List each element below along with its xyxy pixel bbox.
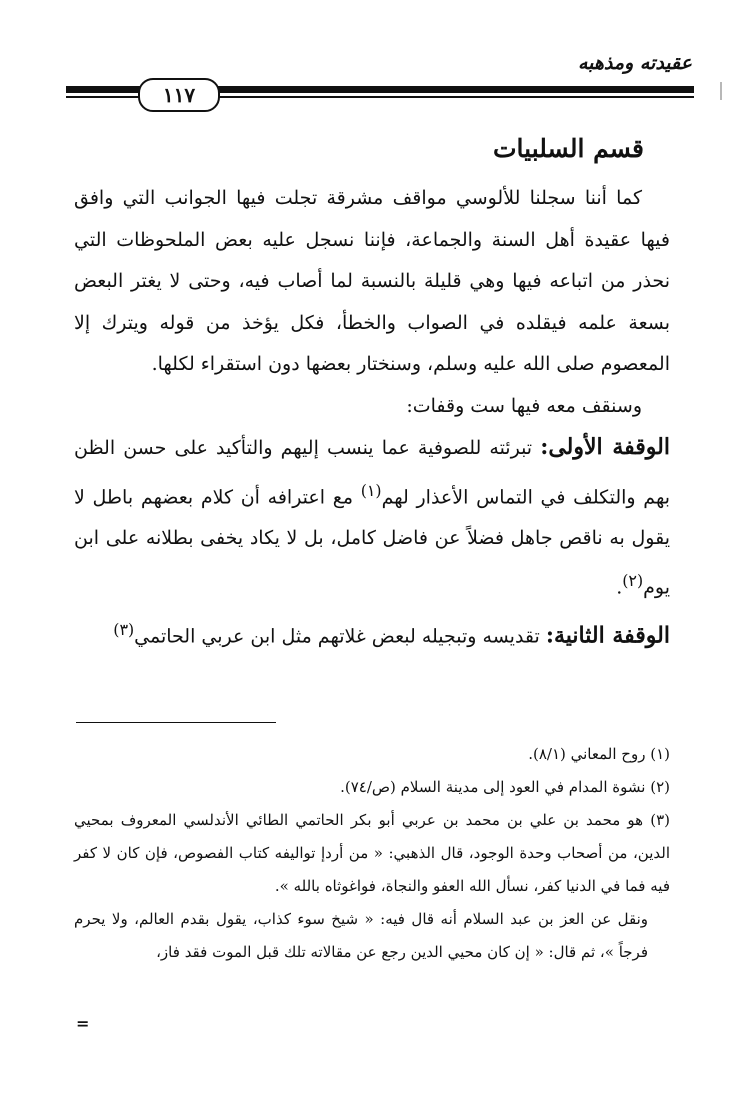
first-stop-text-a: تبرئته للصوفية عما ينسب إليهم والتأكيد على حسن الظن بهم والتكلف في التماس الأعذار لهم — [74, 437, 670, 508]
footnote-continuation-mark: = — [76, 1014, 90, 1033]
footnote-3: (٣) هو محمد بن علي بن محمد بن عربي أبو بكر الحاتمي الطائي الأندلسي المعروف بمحيي الدين، من أصحاب وحدة الوجود، قال الذهبي: « من أردإ تواليفه كتاب الفصوص، فإن كان لا كفر فيه فما في الدنيا كفر، نسأل الله العفو والنجاة، فواغوثاه بالله ». — [74, 811, 670, 895]
paragraph-intro: كما أننا سجلنا للألوسي مواقف مشرقة تجلت فيها الجوانب التي وافق فيها عقيدة أهل السنة والجماعة، فإننا نسجل عليه بعض الملحوظات التي نحذر من اتباعه فيها وهي قليلة بالنسبة لما أصاب فيه، وحتى لا يغتر البعض بسعة علمه فيقلده في الصواب والخطأ، فكل يؤخذ من قوله ويترك إلا المعصوم صلى الله عليه وسلم، وسنختار بعضها دون استقراء لكلها. — [74, 187, 670, 375]
second-stop-heading: الوقفة الثانية: — [545, 621, 670, 648]
footnote-ref-1: (١) — [360, 480, 382, 500]
footnote-ref-2: (٢) — [622, 570, 644, 590]
paragraph-stops-intro: وسنقف معه فيها ست وقفات: — [406, 394, 642, 417]
footnotes — [74, 738, 670, 969]
first-stop-heading: الوقفة الأولى: — [540, 434, 670, 460]
footnote-2: (٢) نشوة المدام في العود إلى مدينة السلام (ص/٧٤). — [340, 778, 670, 796]
section-title: قسم السلبيات — [493, 134, 644, 163]
paragraph-second-stop — [74, 609, 670, 658]
first-stop-end: . — [616, 576, 623, 599]
footnote-1: (١) روح المعاني (٨/١). — [528, 745, 670, 763]
footnote-3-continued: ونقل عن العز بن عبد السلام أنه قال فيه: « شيخ سوء كذاب، يقول بقدم العالم، ولا يحرم فرجاً »، ثم قال: « إن كان محيي الدين رجع عن مقالاته تلك قبل الموت فقد فاز، — [74, 910, 648, 961]
first-stop-text-b: مع اعترافه أن كلام بعضهم باطل لا يقول به ناقص جاهل فضلاً عن فاضل كامل، بل لا يكاد يخفى بطلانه على ابن يوم — [74, 485, 670, 599]
body-text — [74, 178, 670, 657]
page-number: ١١٧ — [138, 78, 220, 112]
footnote-ref-3: (٣) — [113, 619, 135, 639]
running-header-title: عقيدته ومذهبه — [577, 52, 692, 74]
second-stop-text: تقديسه وتبجيله لبعض غلاتهم مثل ابن عربي الحاتمي — [134, 624, 546, 647]
footnote-separator — [76, 722, 276, 723]
margin-mark — [720, 82, 722, 100]
paragraph-first-stop — [74, 427, 670, 609]
